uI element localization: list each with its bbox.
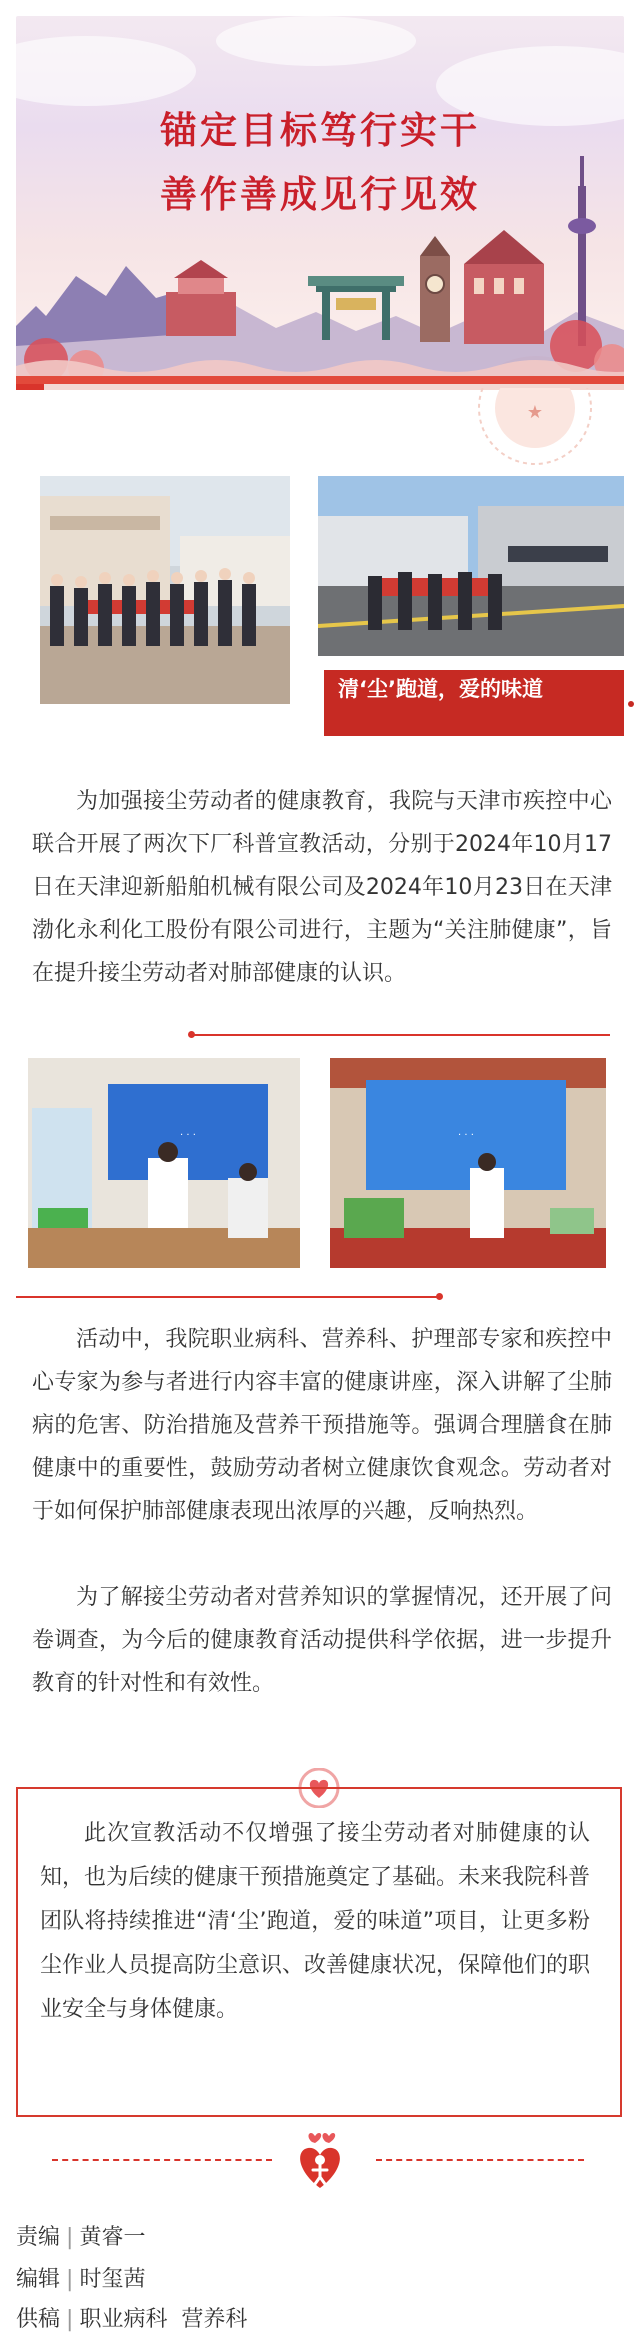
- care-hearts-icon: [290, 2130, 350, 2192]
- credit-label: 编辑: [16, 2267, 61, 2292]
- divider-line-1: [194, 1034, 610, 1036]
- header-banner: [16, 16, 624, 388]
- seal-ornament: [460, 388, 610, 468]
- divider-dot-1: [188, 1031, 195, 1038]
- photo-lecture-1: [28, 1058, 300, 1268]
- banner-title-line1: 锚定目标笃行实干: [160, 109, 480, 152]
- svg-text:· · ·: · · ·: [180, 1130, 196, 1141]
- banner-city-illustration: [16, 16, 624, 388]
- paragraph-activity: 活动中，我院职业病科、营养科、护理部专家和疾控中心专家为参与者进行内容丰富的健康讲座，深入讲解了尘肺病的危害、防治措施及营养干预措施等。强调合理膳食在肺健康中的重要性，鼓励劳动者树立健康饮食观念。劳动者对于如何保护肺部健康表现出浓厚的兴趣，反响热烈。: [32, 1327, 612, 1524]
- paragraph-intro: 为加强接尘劳动者的健康教育，我院与天津市疾控中心联合开展了两次下厂科普宣教活动，分别于2024年10月17日在天津迎新船舶机械有限公司及2024年10月23日在天津渤化永利化工股份有限公司进行，主题为“关注肺健康”，旨在提升接尘劳动者对肺部健康的认识。: [32, 789, 612, 986]
- credit-label: 责编: [16, 2225, 61, 2250]
- footer-dash-left: [52, 2159, 272, 2161]
- divider-line-2: [16, 1296, 440, 1298]
- banner-title-line2: 善作善成见行见效: [160, 173, 480, 216]
- divider-dot-2: [436, 1293, 443, 1300]
- caption-project-name: 清‘尘’跑道，爱的味道: [324, 670, 624, 736]
- footer-dash-right: [376, 2159, 584, 2161]
- paragraph-survey: 为了解接尘劳动者对营养知识的掌握情况，还开展了问卷调查，为今后的健康教育活动提供科学依据，进一步提升教育的针对性和有效性。: [32, 1585, 612, 1696]
- credit-contributor: [16, 2302, 247, 2333]
- conclusion-text: 此次宣教活动不仅增强了接尘劳动者对肺健康的认知，也为后续的健康干预措施奠定了基础。未来我院科普团队将持续推进“清‘尘’跑道，爱的味道”项目，让更多粉尘作业人员提高防尘意识、改善健康状况，保障他们的职业安全与身体健康。: [40, 1821, 591, 2022]
- photo-group-gate: [318, 476, 624, 656]
- credit-separator: |: [66, 2267, 74, 2292]
- credit-separator: |: [66, 2307, 74, 2332]
- svg-text:· · ·: · · ·: [458, 1130, 474, 1141]
- photo-group-factory: [40, 476, 290, 704]
- credit-editor-in-charge: [16, 2220, 145, 2251]
- caption-dot: [628, 701, 634, 707]
- credit-value: 时玺茜: [79, 2267, 146, 2292]
- credit-separator: |: [66, 2225, 74, 2250]
- credit-editor: [16, 2262, 145, 2293]
- photo-lecture-2: [330, 1058, 606, 1268]
- credit-value: 职业病科 营养科: [79, 2307, 248, 2332]
- credit-label: 供稿: [16, 2307, 61, 2332]
- credit-value: 黄睿一: [79, 2225, 146, 2250]
- svg-text:★: ★: [526, 402, 544, 423]
